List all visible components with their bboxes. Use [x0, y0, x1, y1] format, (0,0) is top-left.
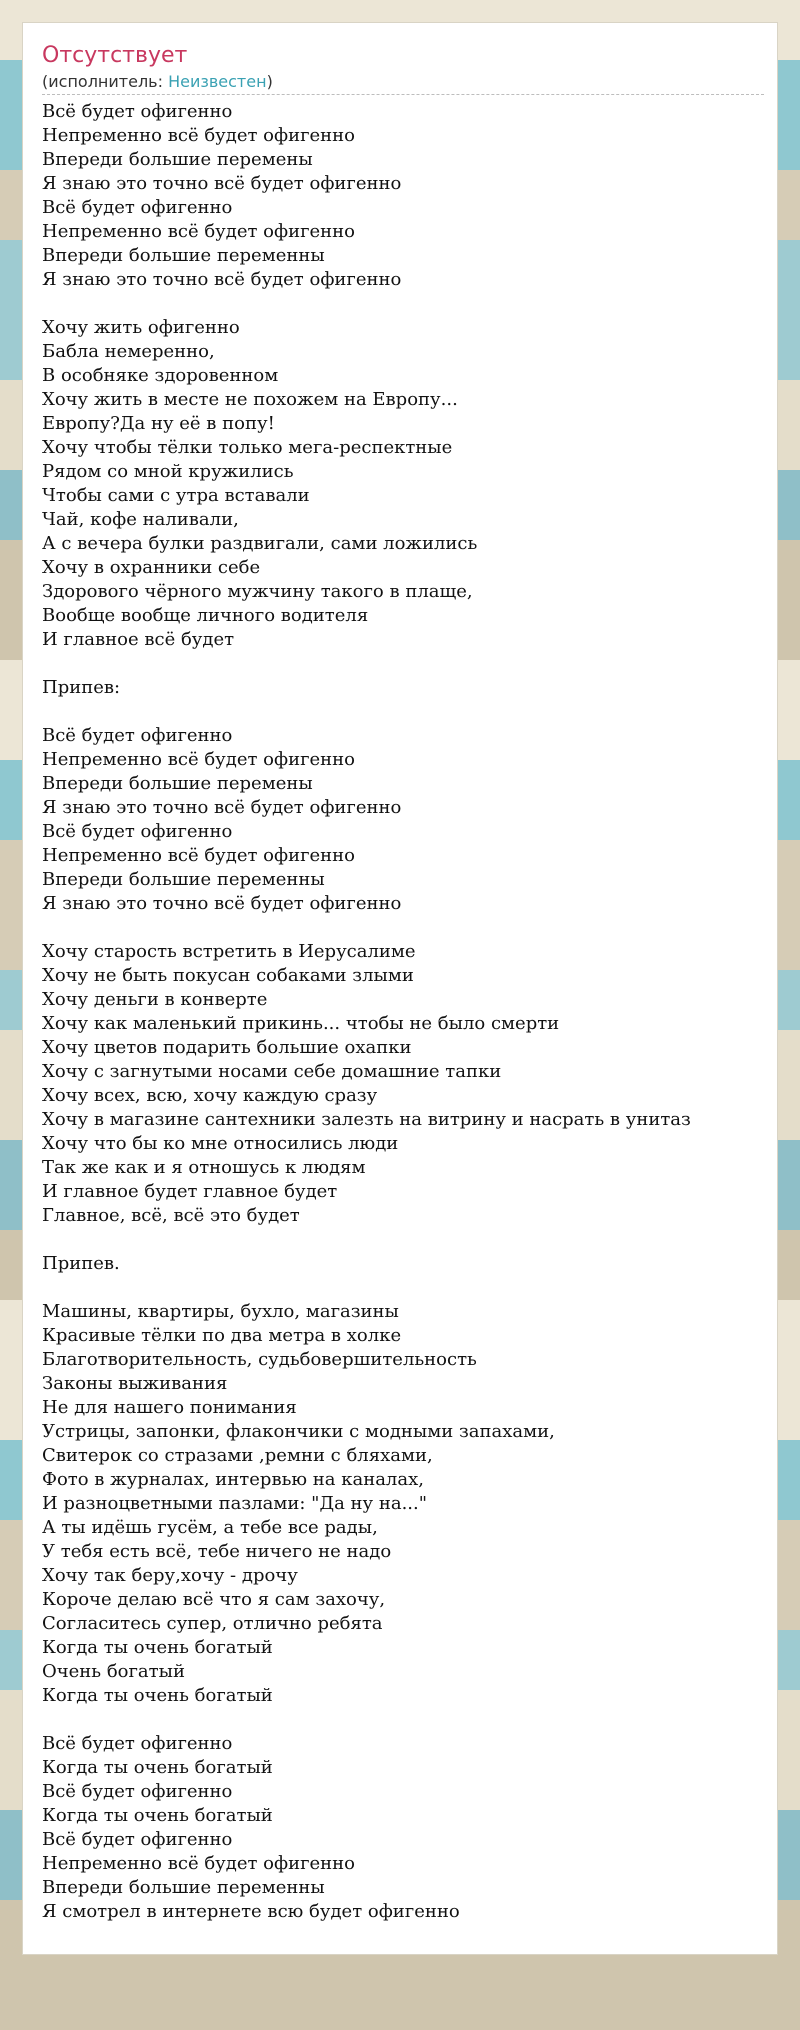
lyrics-line: Хочу что бы ко мне относились люди — [42, 1133, 399, 1154]
lyrics-line: Впереди большие перемены — [42, 149, 313, 170]
lyrics-line: Я знаю это точно всё будет офигенно — [42, 173, 402, 194]
lyrics-line: Когда ты очень богатый — [42, 1805, 273, 1826]
lyrics-line: Впереди большие перемены — [42, 773, 313, 794]
lyrics-line: Хочу жить офигенно — [42, 317, 240, 338]
lyrics-line: Европу?Да ну её в попу! — [42, 413, 275, 434]
lyrics-line: Впереди большие переменны — [42, 869, 325, 890]
lyrics-line: Всё будет офигенно — [42, 1733, 233, 1754]
lyrics-line: В особняке здоровенном — [42, 365, 279, 386]
lyrics-line: Припев. — [42, 1253, 120, 1274]
lyrics-line: Машины, квартиры, бухло, магазины — [42, 1301, 399, 1322]
lyrics-line: Фото в журналах, интервью на каналах, — [42, 1469, 424, 1490]
artist-suffix: ) — [266, 72, 273, 91]
lyrics-line: Непременно всё будет офигенно — [42, 749, 355, 770]
lyrics-line: Припев: — [42, 677, 121, 698]
lyrics-line: Хочу деньги в конверте — [42, 989, 268, 1010]
lyrics-line: Непременно всё будет офигенно — [42, 221, 355, 242]
lyrics-line: Здорового чёрного мужчину такого в плаще, — [42, 581, 473, 602]
lyrics-line: Когда ты очень богатый — [42, 1757, 273, 1778]
lyrics-line: Всё будет офигенно — [42, 1781, 233, 1802]
lyrics-line: Хочу в охранники себе — [42, 557, 261, 578]
lyrics-line: Красивые тёлки по два метра в холке — [42, 1325, 402, 1346]
lyrics-line: Хочу чтобы тёлки только мега-респектные — [42, 437, 453, 458]
lyrics-line: Всё будет офигенно — [42, 725, 233, 746]
lyrics-line: Я знаю это точно всё будет офигенно — [42, 893, 402, 914]
lyrics-blank-line — [42, 1708, 772, 1732]
lyrics-line: Непременно всё будет офигенно — [42, 125, 355, 146]
lyrics-line: Бабла немеренно, — [42, 341, 215, 362]
lyrics-line: Очень богатый — [42, 1661, 185, 1682]
lyrics-line: Всё будет офигенно — [42, 101, 233, 122]
lyrics-blank-line — [42, 292, 772, 316]
song-title: Отсутствует — [42, 43, 188, 68]
lyrics-blank-line — [42, 1228, 772, 1252]
lyrics-line: И главное всё будет — [42, 629, 235, 650]
lyrics-line: И разноцветными пазлами: "Да ну на..." — [42, 1493, 428, 1514]
lyrics-line: Когда ты очень богатый — [42, 1637, 273, 1658]
lyrics-line: Хочу старость встретить в Иерусалиме — [42, 941, 416, 962]
lyrics-line: А ты идёшь гусём, а тебе все рады, — [42, 1517, 378, 1538]
lyrics-line: Рядом со мной кружились — [42, 461, 294, 482]
lyrics-line: Согласитесь супер, отлично ребята — [42, 1613, 383, 1634]
lyrics-line: Хочу с загнутыми носами себе домашние тапки — [42, 1061, 502, 1082]
lyrics-line: Хочу жить в месте не похожем на Европу... — [42, 389, 458, 410]
lyrics-line: Когда ты очень богатый — [42, 1685, 273, 1706]
lyrics-line: Хочу цветов подарить большие охапки — [42, 1037, 412, 1058]
lyrics-line: У тебя есть всё, тебе ничего не надо — [42, 1541, 392, 1562]
artist-link[interactable]: Неизвестен — [168, 72, 267, 91]
lyrics-line: И главное будет главное будет — [42, 1181, 338, 1202]
lyrics-line: Я знаю это точно всё будет офигенно — [42, 269, 402, 290]
lyrics-line: Главное, всё, всё это будет — [42, 1205, 300, 1226]
lyrics-text — [42, 100, 772, 1924]
lyrics-line: Непременно всё будет офигенно — [42, 1853, 355, 1874]
lyrics-line: Чтобы сами с утра вставали — [42, 485, 310, 506]
lyrics-line: А с вечера булки раздвигали, сами ложились — [42, 533, 478, 554]
lyrics-line: Хочу в магазине сантехники залезть на витрину и насрать в унитаз — [42, 1109, 691, 1130]
lyrics-line: Законы выживания — [42, 1373, 228, 1394]
lyrics-line: Не для нашего понимания — [42, 1397, 297, 1418]
lyrics-line: Непременно всё будет офигенно — [42, 845, 355, 866]
lyrics-line: Впереди большие переменны — [42, 245, 325, 266]
artist-prefix: (исполнитель: — [42, 72, 169, 91]
lyrics-line: Всё будет офигенно — [42, 197, 233, 218]
lyrics-line: Впереди большие переменны — [42, 1877, 325, 1898]
lyrics-line: Хочу не быть покусан собаками злыми — [42, 965, 414, 986]
lyrics-line: Я знаю это точно всё будет офигенно — [42, 797, 402, 818]
lyrics-blank-line — [42, 700, 772, 724]
lyrics-line: Устрицы, запонки, флакончики с модными запахами, — [42, 1421, 555, 1442]
artist-line — [42, 71, 764, 95]
lyrics-line: Хочу так беру,хочу - дрочу — [42, 1565, 298, 1586]
lyrics-blank-line — [42, 916, 772, 940]
lyrics-line: Так же как и я отношусь к людям — [42, 1157, 366, 1178]
lyrics-line: Всё будет офигенно — [42, 1829, 233, 1850]
lyrics-card — [22, 22, 778, 1955]
lyrics-blank-line — [42, 1276, 772, 1300]
lyrics-blank-line — [42, 652, 772, 676]
lyrics-line: Чай, кофе наливали, — [42, 509, 239, 530]
lyrics-line: Свитерок со стразами ,ремни с бляхами, — [42, 1445, 433, 1466]
lyrics-line: Я смотрел в интернете всю будет офигенно — [42, 1901, 460, 1922]
lyrics-line: Хочу как маленький прикинь... чтобы не было смерти — [42, 1013, 560, 1034]
lyrics-line: Вообще вообще личного водителя — [42, 605, 369, 626]
lyrics-line: Короче делаю всё что я сам захочу, — [42, 1589, 386, 1610]
lyrics-line: Благотворительность, судьбовершительность — [42, 1349, 477, 1370]
lyrics-line: Всё будет офигенно — [42, 821, 233, 842]
lyrics-line: Хочу всех, всю, хочу каждую сразу — [42, 1085, 378, 1106]
